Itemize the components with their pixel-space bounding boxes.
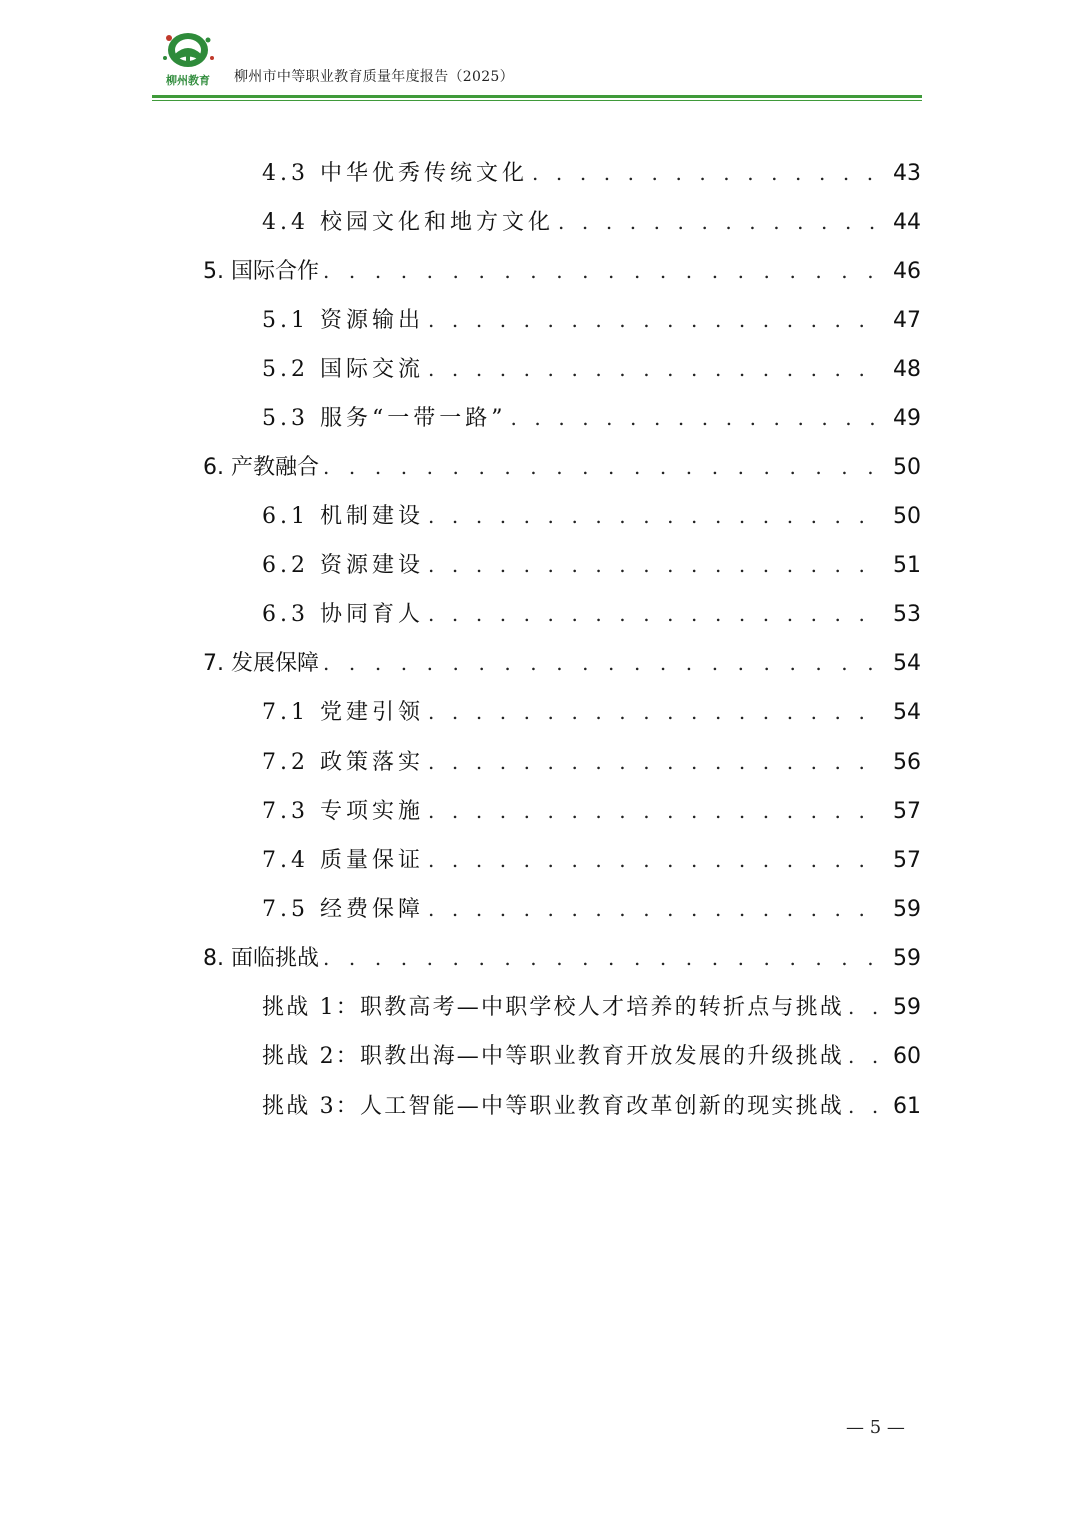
leader-dots [554, 210, 891, 234]
toc-chapter[interactable] [203, 646, 921, 680]
toc-entry-title: 5.3 服务“一带一路” [262, 406, 507, 431]
toc-chapter[interactable] [203, 254, 921, 288]
toc-entry-page: 61 [893, 1094, 921, 1119]
toc-entry-page: 60 [893, 1044, 921, 1069]
toc-entry[interactable] [262, 499, 921, 533]
liuzhou-education-logo-icon [157, 28, 219, 92]
toc-entry[interactable] [262, 745, 921, 779]
toc-entry[interactable] [262, 548, 921, 582]
toc-entry[interactable] [262, 205, 921, 239]
toc-entry-title: 4.3 中华优秀传统文化 [262, 161, 528, 186]
toc-entry-title: 7.4 质量保证 [262, 848, 424, 873]
leader-dots [424, 799, 877, 823]
toc-entry-page: 43 [893, 161, 921, 186]
toc-entry[interactable] [262, 303, 921, 337]
toc-entry-title: 7.5 经费保障 [262, 897, 424, 922]
toc-entry[interactable] [262, 156, 921, 190]
toc-entry-page: 57 [893, 799, 921, 824]
svg-text:柳州教育: 柳州教育 [166, 74, 210, 87]
toc-entry-page: 56 [893, 750, 921, 775]
toc-entry-title: 6.2 资源建设 [262, 553, 424, 578]
toc-entry-page: 49 [893, 406, 921, 431]
leader-dots [506, 406, 891, 430]
toc-entry-title: 5.2 国际交流 [262, 357, 424, 382]
toc-chapter[interactable] [203, 450, 921, 484]
toc-entry-page: 50 [893, 504, 921, 529]
toc-entry[interactable] [262, 843, 921, 877]
toc-chapter-page: 50 [893, 455, 921, 480]
toc-entry[interactable] [262, 597, 921, 631]
leader-dots [528, 161, 891, 185]
leader-dots [319, 259, 891, 283]
header-rule-thin [152, 100, 922, 101]
leader-dots [844, 995, 891, 1019]
report-title: 柳州市中等职业教育质量年度报告（2025） [234, 69, 514, 85]
toc-chapter-page: 59 [893, 946, 921, 971]
toc-entry[interactable] [262, 1039, 921, 1073]
toc-entry[interactable] [262, 990, 921, 1024]
leader-dots [424, 750, 877, 774]
toc-entry-title: 7.3 专项实施 [262, 799, 424, 824]
toc-entry-page: 48 [893, 357, 921, 382]
toc-chapter-title: 5. 国际合作 [203, 259, 319, 284]
toc-entry-title: 5.1 资源输出 [262, 308, 424, 333]
toc-entry-title: 6.3 协同育人 [262, 602, 424, 627]
toc-entry[interactable] [262, 352, 921, 386]
toc-entry-page: 47 [893, 308, 921, 333]
toc-chapter-title: 7. 发展保障 [203, 651, 319, 676]
toc-entry[interactable] [262, 401, 921, 435]
toc-entry[interactable] [262, 1089, 921, 1123]
toc-entry-page: 51 [893, 553, 921, 578]
leader-dots [319, 651, 891, 675]
toc-entry-title: 7.2 政策落实 [262, 750, 424, 775]
toc-entry-page: 53 [893, 602, 921, 627]
toc-entry-page: 44 [893, 210, 921, 235]
leader-dots [424, 700, 877, 724]
toc-entry-page: 54 [893, 700, 921, 725]
toc-entry-title: 4.4 校园文化和地方文化 [262, 210, 554, 235]
leader-dots [844, 1044, 891, 1068]
toc-entry[interactable] [262, 892, 921, 926]
toc-entry-title: 挑战 2：职教出海—中等职业教育开放发展的升级挑战 [262, 1044, 844, 1069]
leader-dots [424, 553, 877, 577]
toc-entry-page: 57 [893, 848, 921, 873]
leader-dots [424, 848, 877, 872]
toc-entry-title: 7.1 党建引领 [262, 700, 424, 725]
toc-entry-title: 6.1 机制建设 [262, 504, 424, 529]
leader-dots [844, 1094, 891, 1118]
toc-chapter-title: 6. 产教融合 [203, 455, 319, 480]
toc-chapter-page: 54 [893, 651, 921, 676]
toc-chapter-title: 8. 面临挑战 [203, 946, 319, 971]
toc-entry-title: 挑战 3：人工智能—中等职业教育改革创新的现实挑战 [262, 1094, 844, 1119]
leader-dots [319, 455, 891, 479]
toc-entry[interactable] [262, 695, 921, 729]
toc-chapter[interactable] [203, 941, 921, 975]
toc-entry-page: 59 [893, 897, 921, 922]
header-rule-thick [152, 95, 922, 98]
page-header [152, 26, 922, 104]
leader-dots [424, 602, 877, 626]
toc-entry-title: 挑战 1：职教高考—中职学校人才培养的转折点与挑战 [262, 995, 844, 1020]
leader-dots [424, 357, 877, 381]
leader-dots [424, 504, 877, 528]
leader-dots [424, 308, 877, 332]
toc-chapter-page: 46 [893, 259, 921, 284]
leader-dots [424, 897, 877, 921]
leader-dots [319, 946, 891, 970]
toc-entry[interactable] [262, 794, 921, 828]
toc-entry-page: 59 [893, 995, 921, 1020]
page-number: — 5 — [846, 1417, 905, 1438]
